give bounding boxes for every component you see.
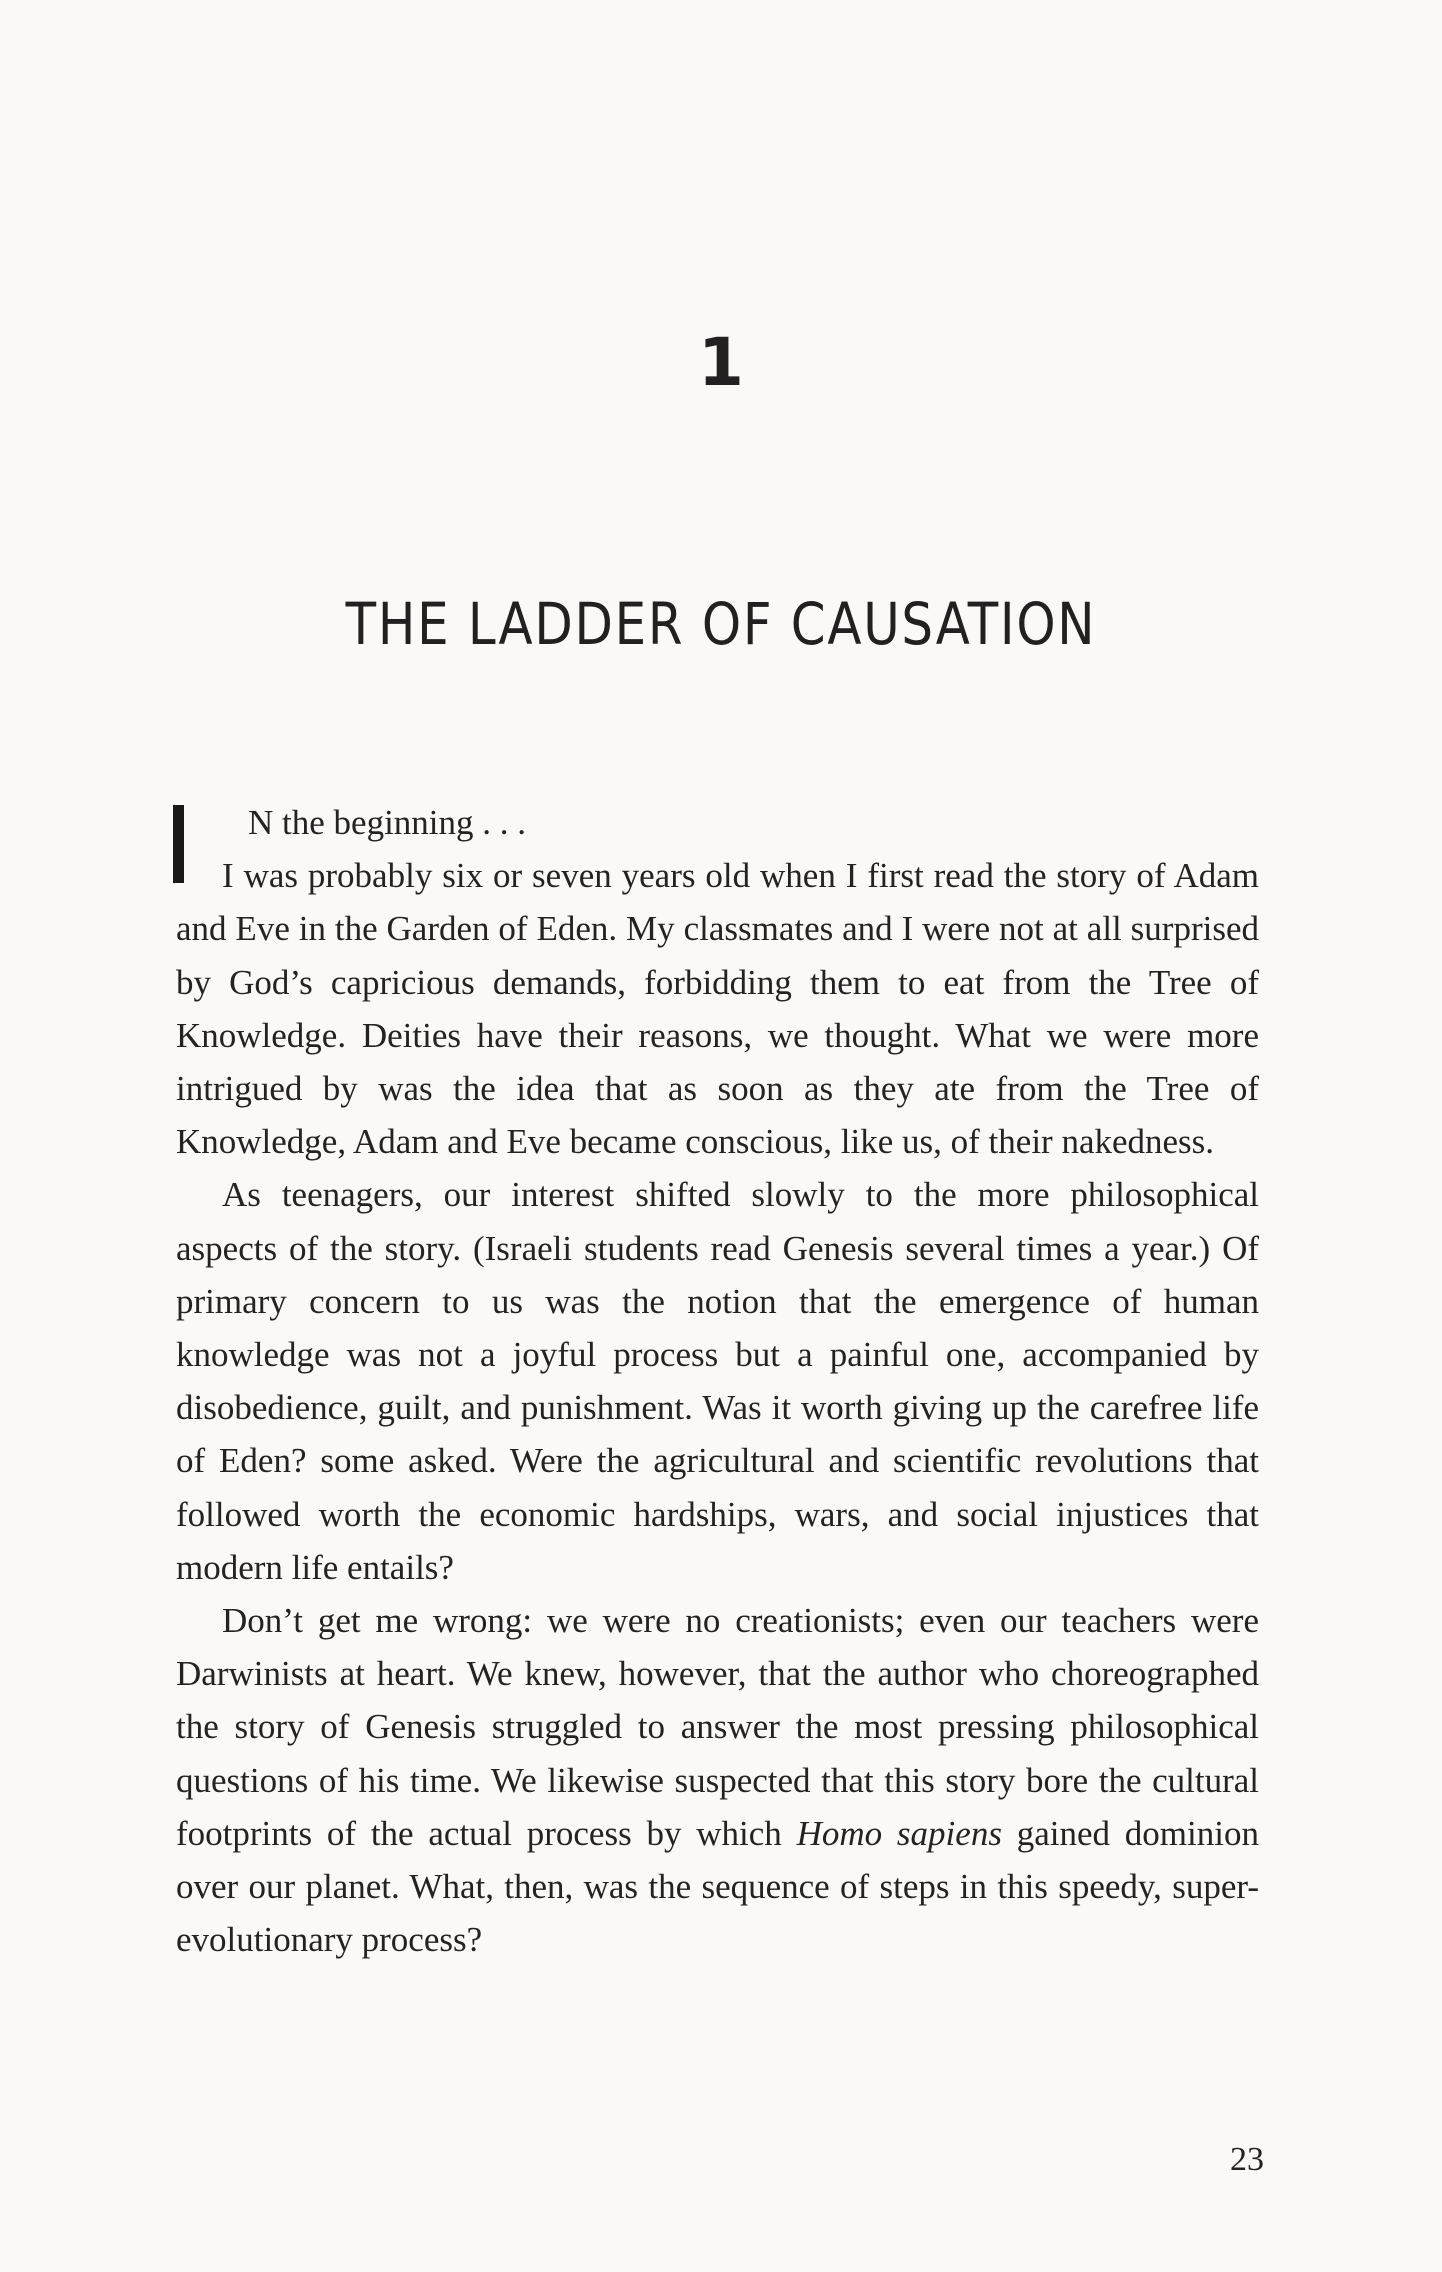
paragraph-2: As teenagers, our interest shifted slowly to the more philosophical aspects of the story. (Israeli students read Genesis several times a year.) Of primary concern to us was the notion that the emergence of human knowledge was not a joyful process but a painful one, accompanied by disobedience, guilt, and punishment. Was it worth giving up the carefree life of Eden? some asked. Were the agricultural and scientific revolutions that followed worth the economic hardships, wars, and social injustices that modern life entails? xyxy=(176,1175,1259,1587)
page-number: 23 xyxy=(1230,2141,1264,2178)
chapter-number: 1 xyxy=(698,324,744,401)
paragraph-3-part-1: Don’t get me wrong: we were no creationists; even our teachers were Darwinists at heart. We knew, however, that the author who choreographed the story of Genesis struggled to answer the most pressing philosophical questions of his time. We likewise suspected that this story bore the cultural footprints of the actual process by which xyxy=(176,1601,1259,1853)
opening-line xyxy=(176,796,1259,849)
paragraph-3-italic: Homo sapiens xyxy=(796,1813,1002,1853)
chapter-title: THE LADDER OF CAUSATION xyxy=(345,590,1097,658)
paragraph-3-part-2: gained dominion over our planet. What, then, was the sequence of steps in this speedy, super-evolutionary process? xyxy=(176,1813,1259,1960)
chapter-body xyxy=(176,796,1259,1966)
paragraph-1: I was probably six or seven years old when I first read the story of Adam and Eve in the Garden of Eden. My classmates and I were not at all surprised by God’s capricious demands, forbidding them to eat from the Tree of Knowledge. Deities have their reasons, we thought. What we were more intrigued by was the idea that as soon as they ate from the Tree of Knowledge, Adam and Eve became conscious, like us, of their nakedness. xyxy=(176,856,1259,1162)
opening-text: N the beginning . . . xyxy=(248,803,527,842)
paragraph-3 xyxy=(176,1594,1259,1966)
